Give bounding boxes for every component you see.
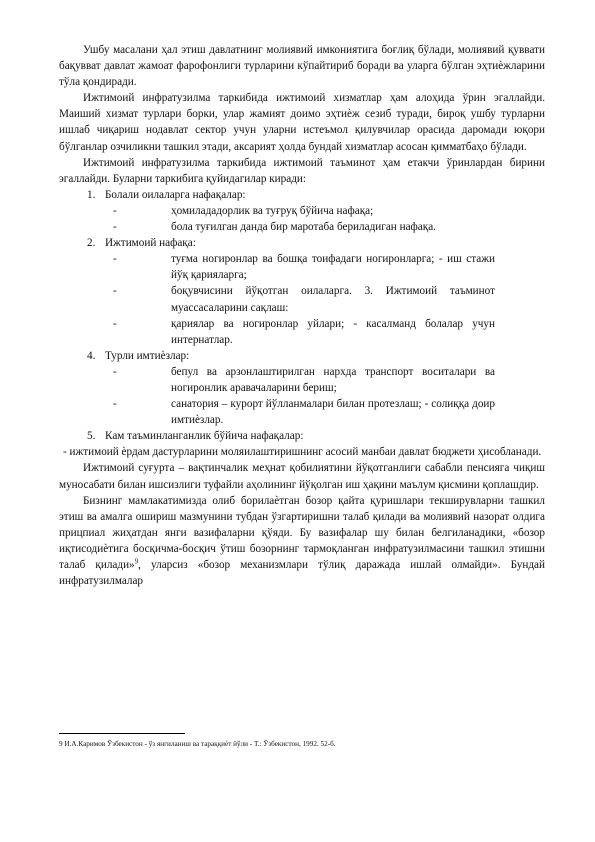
document-body xyxy=(59,42,545,589)
list-item-4 xyxy=(59,348,545,364)
sub-item: - боқувчисини йўқотган оилаларга. 3. Ижтимоий таъминот муассасаларини сақлаш: xyxy=(59,283,495,315)
paragraph-5: Ижтимоий суғурта – вақтинчалик меҳнат қобилиятини йўқотганлиги сабабли пенсияга чиқиш муносабати билан ишсизлиги туфайли аҳолининг йўқолган иш ҳақини маълум қисмини қоплашдир. xyxy=(59,462,545,491)
footnote: 9 И.А.Каримов Ўзбекистон - ўз янгиланиш ва тараққиѐт йўли - Т.: Ўзбекистон, 1992. 52-б. xyxy=(59,740,336,748)
list-heading: Турли имтиѐзлар: xyxy=(105,349,190,362)
sub-item: - ҳомилададорлик ва туғруқ бўйича нафақа; xyxy=(59,203,495,219)
list-item-1 xyxy=(59,187,545,203)
sub-item: - санатория – курорт йўлланмалари билан протезлаш; - солиққа доир имтиѐзлар. xyxy=(59,396,495,428)
sub-item: - бепул ва арзонлаштирилган нархда транспорт воситалари ва ногиронлик аравачаларини бериш; xyxy=(59,364,495,396)
paragraph-1: Ушбу масалани ҳал этиш давлатнинг молиявий имкониятига боғлиқ бўлади, молиявий қуввати бақувват давлат жамоат фарофонлиги турларини кўпайтириб боради ва уларга бўлган эҳтиѐжларини тўла қондиради. xyxy=(59,44,545,89)
list-item-2 xyxy=(59,235,545,251)
dash-marker: - xyxy=(113,365,117,378)
dash-marker: - xyxy=(113,285,117,298)
sub-item: - қариялар ва ногиронлар уйлари; - касалманд болалар учун интернатлар. xyxy=(59,316,495,348)
dash-marker: - xyxy=(113,398,117,411)
list-heading: Кам таъминланганлик бўйича нафақалар: xyxy=(105,430,304,443)
dash-marker: - xyxy=(113,204,117,217)
list-number: 4. xyxy=(87,349,96,362)
dash-marker: - xyxy=(113,317,117,330)
sub-item: - бола туғилган данда бир маротаба бериладиган нафақа. xyxy=(59,219,495,235)
list-item-5 xyxy=(59,428,545,444)
sub-item: - туғма ногиронлар ва бошқа тоифадаги ногиронларга; - иш стажи йўқ қарияларга; xyxy=(59,251,495,283)
list-number: 5. xyxy=(87,430,96,443)
footnote-ref[interactable]: 9 xyxy=(134,557,139,566)
dash-marker: - xyxy=(113,253,117,266)
list-number: 1. xyxy=(87,188,96,201)
list-number: 2. xyxy=(87,237,96,250)
footnote-separator xyxy=(59,733,185,734)
paragraph-4: - ижтимоий ѐрдам дастурларини моляилаштиришнинг асосий манбаи давлат бюджети ҳисобланади. xyxy=(63,446,542,459)
list-heading: Ижтимоий нафақа: xyxy=(105,237,196,250)
paragraph-6: Бизнинг мамлакатимизда олиб борилаѐтган бозор қайта қуришлари текширувларни ташкил этиш ва амалга ошириш мазмунини тубдан ўзгартиришни талаб қилади ва молиявий назорат олдига прицпиал жиҳатдан янги вазифаларни қўяди. Бу вазифалар шу билан белгиланадики, «бозор иқтисодиѐтига босқичма-босқич ўтиш бозорнинг тармоқланган инфратузилмасини ташкил этишни талаб қилади»$^9$, уларсиз «бозор механизмлари тўлиқ даражада ишлай олмайди». Бундай инфратузилмалар xyxy=(59,494,545,588)
paragraph-3: Ижтимоий инфратузилма таркибида ижтимоий таъминот ҳам етакчи ўринлардан бирини эгаллайди. Буларни таркибига қуйидагилар киради: xyxy=(59,156,545,185)
dash-marker: - xyxy=(113,221,117,234)
list-heading: Болали оилаларга нафақалар: xyxy=(105,188,246,201)
paragraph-2: Ижтимоий инфратузилма таркибида ижтимоий хизматлар ҳам алоҳида ўрин эгаллайди. Маиший хизмат турлари борки, улар жамият доимо эҳтиѐж сезиб туради, бироқ ушбу турларни ишлаб чиқариш нодавлат сектор учун уларни истеъмол қилувчилар орасида даромади юқори бўлганлар озчиликни ташкил этади, аксарият ҳолда бундай хизматлар асосан қимматбаҳо бўлади. xyxy=(59,92,545,153)
